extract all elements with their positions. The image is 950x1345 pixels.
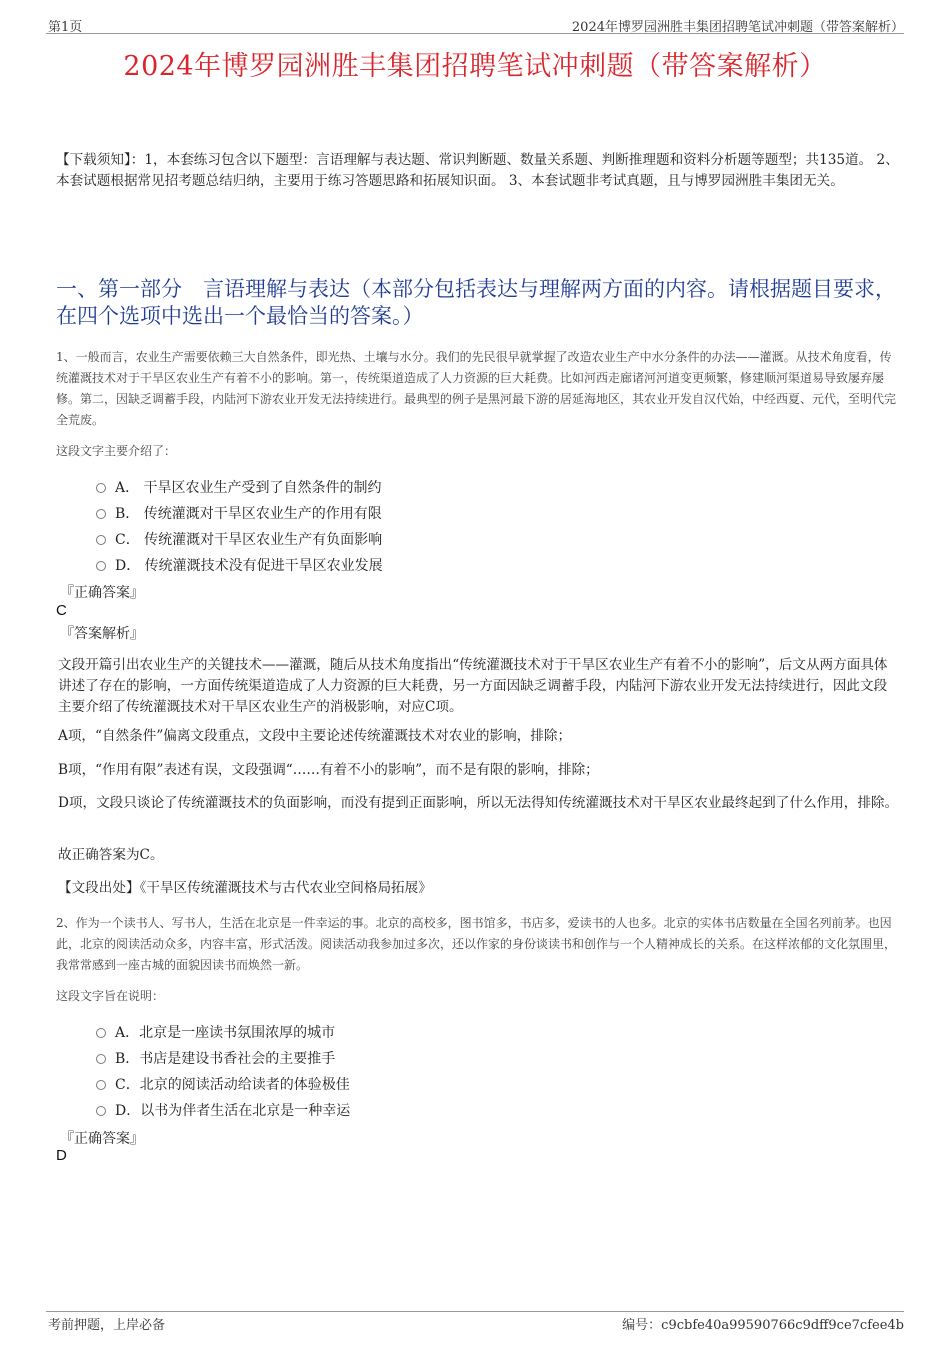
- question-2-option-c[interactable]: [96, 1074, 350, 1094]
- analysis-label: 『答案解析』: [60, 626, 144, 642]
- radio-icon[interactable]: [96, 1106, 106, 1116]
- running-title: 2024年博罗园洲胜丰集团招聘笔试冲刺题（带答案解析）: [571, 20, 904, 35]
- question-1-option-d[interactable]: [96, 555, 383, 575]
- question-2-stem: 2、作为一个读书人、写书人，生活在北京是一件幸运的事。北京的高校多，图书馆多，书店多，爱读书的人也多。北京的实体书店数量在全国名列前茅。也因此，北京的阅读活动众多，内容丰富，形式活泼。阅读活动我参加过多次，还以作家的身份谈读书和创作与一个人精神成长的关系。在这样浓郁的文化氛围里，我常常感到一座古城的面貌因读书而焕然一新。: [56, 916, 897, 972]
- correct-answer-value: D: [56, 1147, 67, 1164]
- header-divider: [46, 33, 904, 34]
- correct-answer-label: 『正确答案』: [60, 585, 144, 601]
- radio-icon[interactable]: [96, 535, 106, 545]
- radio-icon[interactable]: [96, 561, 106, 571]
- option-label: B．书店是建设书香社会的主要推手: [115, 1051, 336, 1067]
- source-citation: 【文段出处】《干旱区传统灌溉技术与古代农业空间格局拓展》: [58, 880, 432, 896]
- radio-icon[interactable]: [96, 1080, 106, 1090]
- analysis-paragraph: B项，“作用有限”表述有误，文段强调“……有着不小的影响”，而不是有限的影响，排除；: [58, 762, 599, 778]
- analysis-paragraph: A项，“自然条件”偏离文段重点，文段中主要论述传统灌溉技术对农业的影响，排除；: [58, 728, 572, 744]
- question-2-option-b[interactable]: [96, 1048, 335, 1068]
- question-1-option-c[interactable]: [96, 529, 382, 549]
- footer-divider: [46, 1311, 904, 1312]
- question-2-option-a[interactable]: [96, 1022, 335, 1042]
- radio-icon[interactable]: [96, 1054, 106, 1064]
- question-1-option-a[interactable]: [96, 477, 382, 497]
- section-heading: 一、第一部分 言语理解与表达（本部分包括表达与理解两方面的内容。请根据题目要求，在四个选项中选出一个最恰当的答案。）: [56, 277, 896, 328]
- question-1-option-b[interactable]: [96, 503, 382, 523]
- option-label: B． 传统灌溉对干旱区农业生产的作用有限: [115, 506, 382, 522]
- analysis-paragraph: 文段开篇引出农业生产的关键技术——灌溉，随后从技术角度指出“传统灌溉技术对于干旱区农业生产有着不小的影响”，后文从两方面具体讲述了存在的影响，一方面传统渠道造成了人力资源的巨大耗费，另一方面因缺乏调蓄手段，内陆河下游农业开发无法持续进行，因此文段主要介绍了传统灌溉技术对干旱区农业生产的消极影响，对应C项。: [58, 657, 888, 715]
- footer-slogan: 考前押题，上岸必备: [48, 1318, 166, 1333]
- radio-icon[interactable]: [96, 483, 106, 493]
- option-label: C．北京的阅读活动给读者的体验极佳: [115, 1077, 350, 1093]
- option-label: D．以书为伴者生活在北京是一种幸运: [115, 1103, 351, 1119]
- option-label: A． 干旱区农业生产受到了自然条件的制约: [115, 480, 382, 496]
- question-2-prompt: 这段文字旨在说明：: [56, 989, 165, 1003]
- document-id: 编号：c9cbfe40a99590766c9dff9ce7cfee4b: [622, 1318, 904, 1333]
- analysis-paragraph: D项，文段只谈论了传统灌溉技术的负面影响，而没有提到正面影响，所以无法得知传统灌溉技术对干旱区农业最终起到了什么作用，排除。: [58, 795, 899, 811]
- document-title: 2024年博罗园洲胜丰集团招聘笔试冲刺题（带答案解析）: [123, 51, 827, 82]
- question-1-prompt: 这段文字主要介绍了：: [56, 444, 177, 458]
- correct-answer-value: C: [56, 602, 67, 619]
- radio-icon[interactable]: [96, 509, 106, 519]
- question-2-option-d[interactable]: [96, 1100, 350, 1120]
- option-label: A．北京是一座读书氛围浓厚的城市: [115, 1025, 336, 1041]
- option-label: C． 传统灌溉对干旱区农业生产有负面影响: [115, 532, 383, 548]
- radio-icon[interactable]: [96, 1028, 106, 1038]
- download-notice: 【下载须知】：1，本套练习包含以下题型：言语理解与表达题、常识判断题、数量关系题、判断推理题和资料分析题等题型；共135道。 2、本套试题根据常见招考题总结归纳，主要用于练习答题思路和拓展知识面。 3、本套试题非考试真题，且与博罗园洲胜丰集团无关。: [56, 152, 899, 189]
- analysis-conclusion: 故正确答案为C。: [58, 847, 164, 863]
- option-label: D． 传统灌溉技术没有促进干旱区农业发展: [115, 558, 383, 574]
- correct-answer-label: 『正确答案』: [60, 1131, 144, 1147]
- page-number: 第1页: [48, 20, 83, 35]
- question-1-stem: 1、一般而言，农业生产需要依赖三大自然条件，即光热、土壤与水分。我们的先民很早就掌握了改造农业生产中水分条件的办法——灌溉。从技术角度看，传统灌溉技术对于干旱区农业生产有着不小的影响。第一，传统渠道造成了人力资源的巨大耗费。比如河西走廊诸河河道变更频繁，修建顺河渠道易导致屡弃屡修。第二，因缺乏调蓄手段，内陆河下游农业开发无法持续进行。最典型的例子是黑河最下游的居延海地区，其农业开发自汉代始，中经西夏、元代，至明代完全荒废。: [56, 350, 897, 427]
